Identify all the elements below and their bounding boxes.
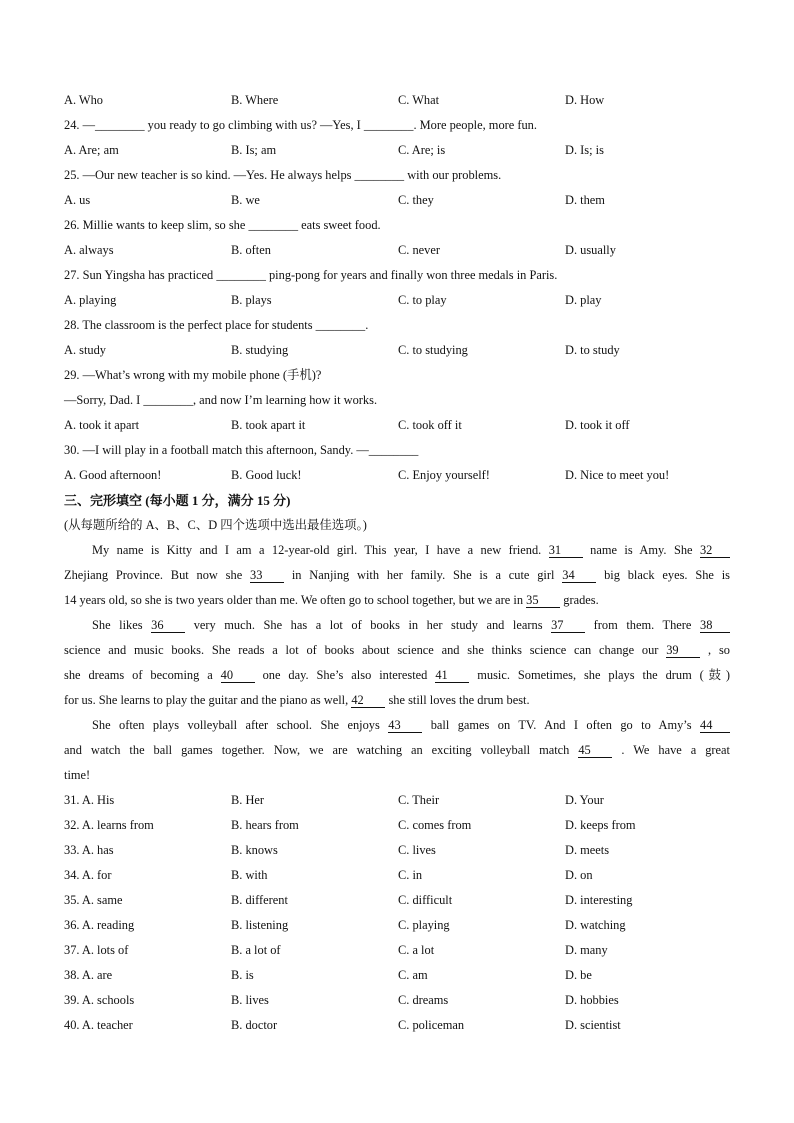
cloze-option-row	[64, 963, 730, 988]
cloze-option-row	[64, 938, 730, 963]
option-c: C. dreams	[398, 993, 449, 1007]
option-a: 40. A. teacher	[64, 1018, 133, 1032]
option-c: C. policeman	[398, 1018, 465, 1032]
passage-row: time!	[64, 768, 91, 782]
option-a: 35. A. same	[64, 893, 123, 907]
option-a: 38. A. are	[64, 968, 113, 982]
blank-41[interactable]: 41	[435, 668, 469, 683]
blank-33[interactable]: 33	[250, 568, 284, 583]
blank-34[interactable]: 34	[562, 568, 596, 583]
option-d: D. scientist	[565, 1018, 621, 1032]
option-c: C. comes from	[398, 818, 472, 832]
blank-31[interactable]: 31	[549, 543, 583, 558]
blank-40[interactable]: 40	[221, 668, 255, 683]
q26-options	[64, 238, 730, 263]
question-25: 25. —Our new teacher is so kind. —Yes. He always helps ________ with our problems.	[64, 168, 502, 182]
cloze-option-row	[64, 988, 730, 1013]
passage-row: Zhejiang Province. But now she 33 in Nanjing with her family. She is a cute girl 34 big black eyes. She is	[64, 568, 730, 582]
option-d: D. watching	[565, 918, 626, 932]
option-b: B. different	[231, 893, 288, 907]
worksheet-page	[64, 88, 730, 1038]
passage-paragraph-1	[64, 538, 730, 613]
question-27: 27. Sun Yingsha has practiced ________ ping-pong for years and finally won three medals in Paris.	[64, 268, 558, 282]
cloze-option-row	[64, 788, 730, 813]
option-b: B. plays	[231, 293, 272, 307]
question-24: 24. —________ you ready to go climbing with us? —Yes, I ________. More people, more fun.	[64, 118, 537, 132]
option-c: C. in	[398, 868, 423, 882]
option-d: D. keeps from	[565, 818, 636, 832]
option-b: B. Good luck!	[231, 468, 302, 482]
option-a: A. always	[64, 243, 114, 257]
option-d: D. Nice to meet you!	[565, 468, 670, 482]
section-title: 三、完形填空 (每小题 1 分，满分 15 分)	[64, 493, 291, 508]
option-a: 31. A. His	[64, 793, 115, 807]
option-b: B. lives	[231, 993, 269, 1007]
passage-row: My name is Kitty and I am a 12-year-old girl. This year, I have a new friend. 31 name is Amy. She 32	[64, 538, 730, 563]
option-c: C. lives	[398, 843, 436, 857]
option-a: 33. A. has	[64, 843, 114, 857]
cloze-option-row	[64, 813, 730, 838]
option-a: A. study	[64, 343, 106, 357]
question-30: 30. —I will play in a football match this afternoon, Sandy. —________	[64, 443, 419, 457]
option-c: C. to play	[398, 293, 447, 307]
option-d: D. them	[565, 193, 605, 207]
option-b: B. Where	[231, 93, 279, 107]
cloze-option-row	[64, 1013, 730, 1038]
option-d: D. hobbies	[565, 993, 619, 1007]
option-c: C. Are; is	[398, 143, 446, 157]
option-d: D. Your	[565, 793, 604, 807]
option-a: A. Who	[64, 93, 104, 107]
question-29-reply: —Sorry, Dad. I ________, and now I’m learning how it works.	[64, 393, 378, 407]
blank-35[interactable]: 35	[526, 593, 560, 608]
option-c: C. took off it	[398, 418, 462, 432]
option-a: 37. A. lots of	[64, 943, 129, 957]
cloze-option-row	[64, 913, 730, 938]
option-c: C. Enjoy yourself!	[398, 468, 490, 482]
option-a: 39. A. schools	[64, 993, 135, 1007]
blank-43[interactable]: 43	[388, 718, 422, 733]
passage-row: She likes 36 very much. She has a lot of books in her study and learns 37 from them. There 38	[64, 613, 730, 638]
cloze-option-row	[64, 838, 730, 863]
cloze-option-row	[64, 863, 730, 888]
option-a: 32. A. learns from	[64, 818, 154, 832]
option-a: 34. A. for	[64, 868, 112, 882]
passage-paragraph-3	[64, 713, 730, 788]
passage-row: she dreams of becoming a 40 one day. She’s also interested 41 music. Sometimes, she plays the drum (鼓)	[64, 668, 730, 682]
option-a: A. playing	[64, 293, 117, 307]
q28-options	[64, 338, 730, 363]
option-d: D. meets	[565, 843, 610, 857]
option-a: A. Good afternoon!	[64, 468, 162, 482]
passage-row: and watch the ball games together. Now, we are watching an exciting volleyball match 45 . We have a great	[64, 743, 730, 757]
option-b: B. is	[231, 968, 254, 982]
option-a: 36. A. reading	[64, 918, 135, 932]
option-d: D. be	[565, 968, 592, 982]
option-c: C. they	[398, 193, 434, 207]
option-d: D. to study	[565, 343, 620, 357]
option-a: A. took it apart	[64, 418, 140, 432]
blank-42[interactable]: 42	[351, 693, 385, 708]
option-d: D. usually	[565, 243, 616, 257]
cloze-options	[64, 788, 730, 1038]
option-d: D. took it off	[565, 418, 630, 432]
option-c: C. am	[398, 968, 428, 982]
option-d: D. many	[565, 943, 608, 957]
option-c: C. difficult	[398, 893, 453, 907]
option-a: A. us	[64, 193, 91, 207]
blank-36[interactable]: 36	[151, 618, 185, 633]
q29-options	[64, 413, 730, 438]
option-b: B. Her	[231, 793, 265, 807]
option-d: D. How	[565, 93, 605, 107]
option-b: B. doctor	[231, 1018, 278, 1032]
option-c: C. never	[398, 243, 440, 257]
q25-options	[64, 188, 730, 213]
passage-row: She often plays volleyball after school. She enjoys 43 ball games on TV. And I often go to Amy’s 44	[64, 713, 730, 738]
q27-options	[64, 288, 730, 313]
question-28: 28. The classroom is the perfect place for students ________.	[64, 318, 369, 332]
option-d: D. interesting	[565, 893, 633, 907]
option-b: B. knows	[231, 843, 278, 857]
blank-38[interactable]: 38	[700, 618, 730, 633]
section-instruction: (从每题所给的 A、B、C、D 四个选项中选出最佳选项。)	[64, 518, 367, 532]
question-29: 29. —What’s wrong with my mobile phone (手机)?	[64, 368, 322, 382]
option-c: C. to studying	[398, 343, 468, 357]
option-c: C. Their	[398, 793, 440, 807]
option-c: C. playing	[398, 918, 450, 932]
option-b: B. a lot of	[231, 943, 281, 957]
blank-44[interactable]: 44	[700, 718, 730, 733]
option-b: B. hears from	[231, 818, 299, 832]
passage-row: for us. She learns to play the guitar and the piano as well, 42 she still loves the drum best.	[64, 693, 530, 707]
option-d: D. Is; is	[565, 143, 604, 157]
option-a: A. Are; am	[64, 143, 119, 157]
q24-options	[64, 138, 730, 163]
passage-row: science and music books. She reads a lot of books about science and she thinks science can change our 39 , so	[64, 643, 730, 657]
question-26: 26. Millie wants to keep slim, so she ________ eats sweet food.	[64, 218, 381, 232]
option-b: B. studying	[231, 343, 289, 357]
option-d: D. play	[565, 293, 602, 307]
option-b: B. took apart it	[231, 418, 306, 432]
q30-options	[64, 463, 730, 488]
option-b: B. often	[231, 243, 271, 257]
blank-45[interactable]: 45	[578, 743, 612, 758]
q23-options	[64, 88, 730, 113]
option-b: B. Is; am	[231, 143, 277, 157]
option-b: B. we	[231, 193, 260, 207]
option-c: C. What	[398, 93, 440, 107]
passage-paragraph-2	[64, 613, 730, 713]
option-d: D. on	[565, 868, 593, 882]
blank-39[interactable]: 39	[666, 643, 700, 658]
blank-32[interactable]: 32	[700, 543, 730, 558]
option-b: B. with	[231, 868, 268, 882]
passage-row: 14 years old, so she is two years older than me. We often go to school together, but we are in 35 grades.	[64, 593, 599, 607]
option-b: B. listening	[231, 918, 289, 932]
option-c: C. a lot	[398, 943, 435, 957]
cloze-option-row	[64, 888, 730, 913]
blank-37[interactable]: 37	[551, 618, 585, 633]
